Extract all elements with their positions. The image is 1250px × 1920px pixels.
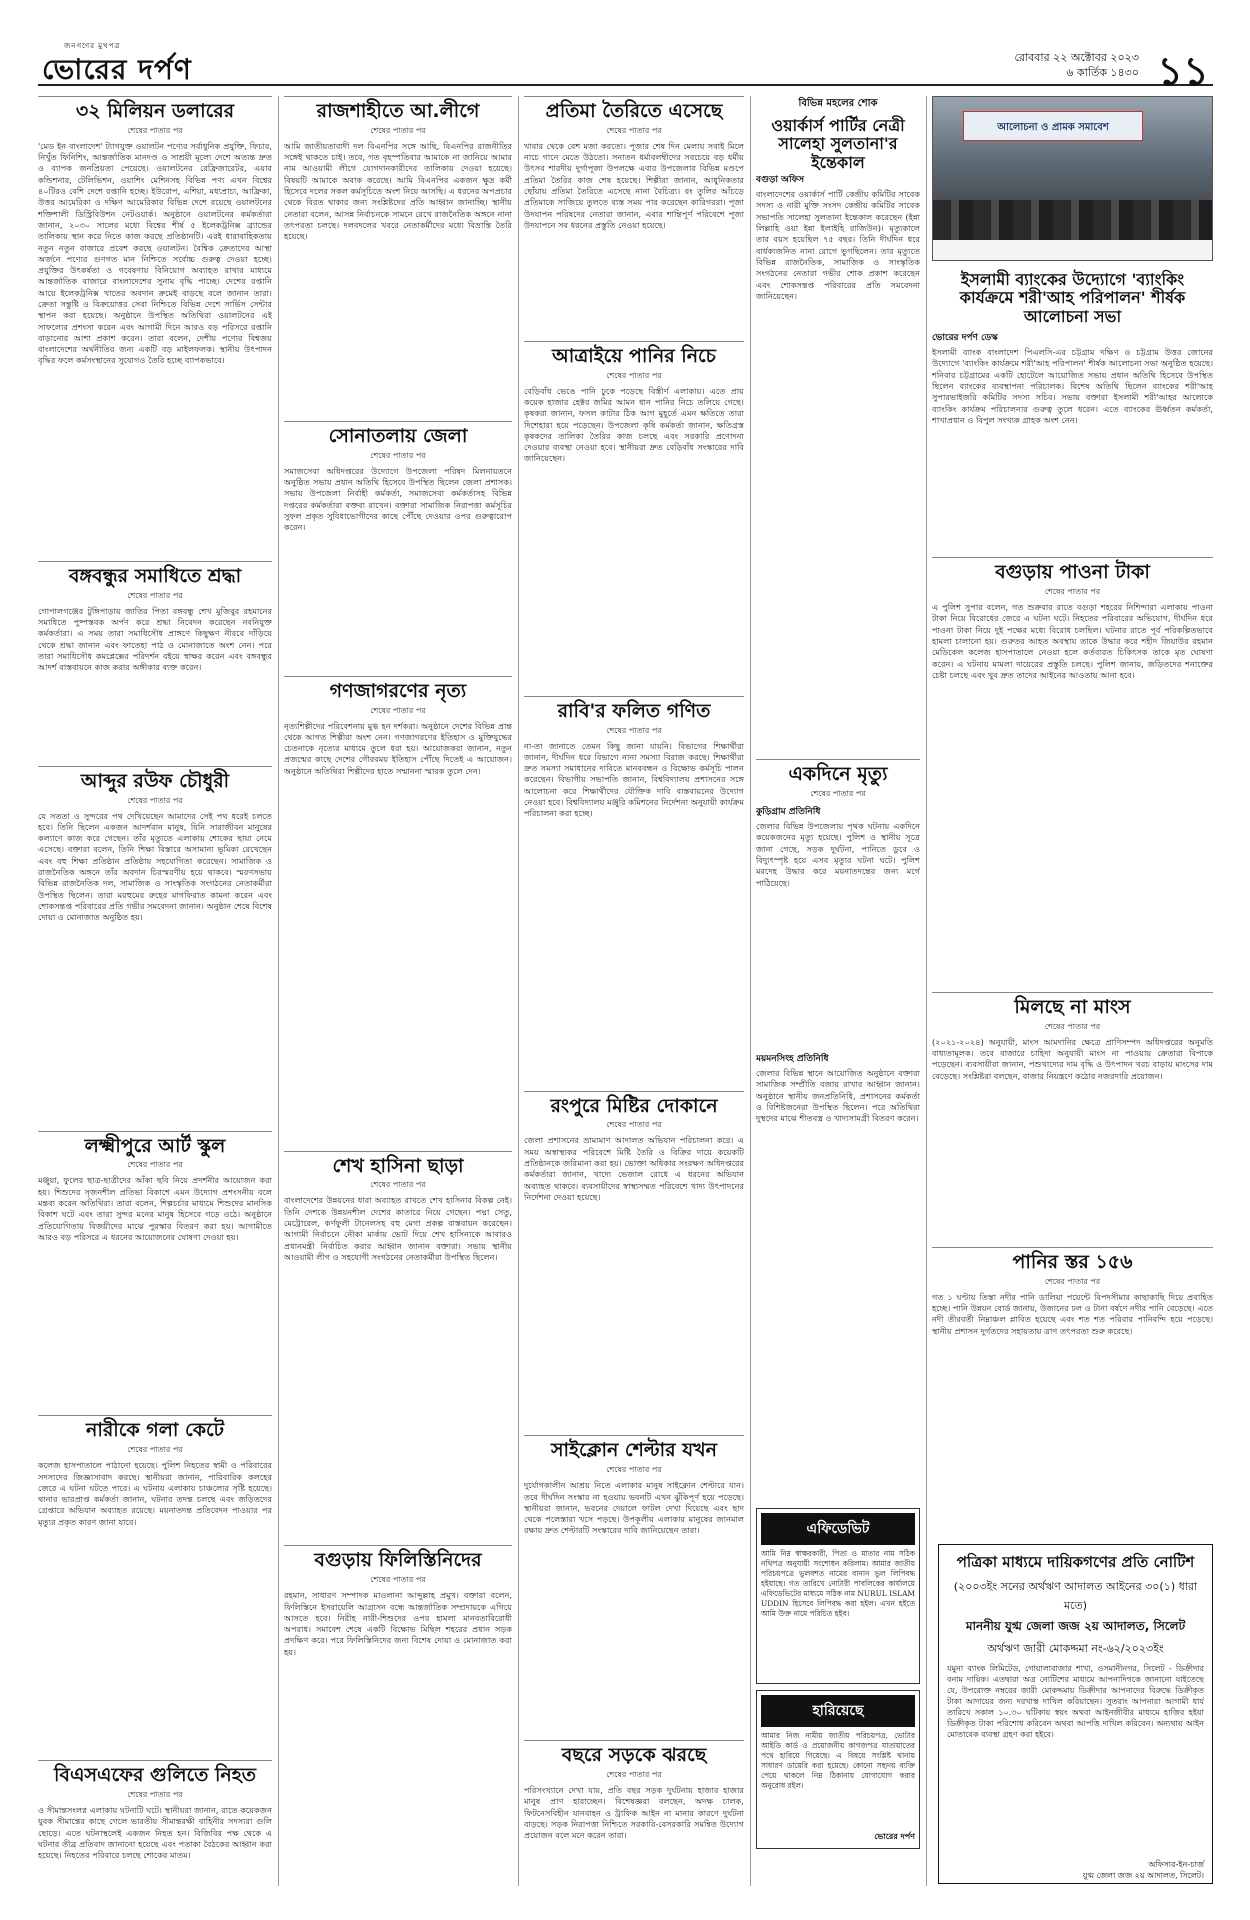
story-body: জেলা প্রশাসনের ভ্রাম্যমাণ আদালত অভিযান পরিচালনা করে। এ সময় অস্বাস্থ্যকর পরিবেশে মিষ্টি তৈরি ও বিক্রির দায়ে কয়েকটি প্রতিষ্ঠানকে জরিমানা করা হয়। ভোক্তা অধিকার সংরক্ষণ অধিদপ্তরের কর্মকর্তারা জানান, খাদ্যে ভেজাল রোধে এ ধরনের অভিযান অব্যাহত থাকবে। ব্যবসায়ীদের স্বাস্থ্যসম্মত পরিবেশে খাদ্য উৎপাদনের নির্দেশনা দেওয়া হয়েছে। [524, 1135, 744, 1202]
jump-label: শেষের পাতার পর [127, 590, 183, 600]
story-body: গত ১ ঘণ্টায় তিস্তা নদীর পানি ডালিয়া পয়েন্টে বিপদসীমার কাছাকাছি দিয়ে প্রবাহিত হচ্ছে। পানি উন্নয়ন বোর্ড জানায়, উজানের ঢল ও টানা বর্ষণে নদীর পানি বেড়েছে। এতে নদী তীরবর্তী নিম্নাঞ্চল প্লাবিত হয়েছে এবং শত শত পরিবার পানিবন্দি হয়ে পড়েছে। স্থানীয় প্রশাসন দুর্গতদের সহায়তায় ত্রাণ তৎপরতা শুরু করেছে। [932, 1291, 1213, 1336]
story-byline: ভোরের দর্পণ ডেস্ক [932, 333, 998, 344]
affidavit-title: এফিডেভিট [761, 1513, 915, 1545]
story-headline[interactable]: শেখ হাসিনা ছাড়া [284, 1151, 512, 1178]
story-ru-math[interactable] [524, 696, 744, 1081]
jump-label: শেষের পাতার পর [127, 1790, 183, 1800]
story-headline[interactable]: ৩২ মিলিয়ন ডলারের [38, 96, 272, 123]
jump-label: শেষের পাতার পর [810, 789, 866, 799]
story-road-deaths[interactable] [524, 1740, 744, 1886]
story-headline[interactable]: রাবি'র ফলিত গণিত [524, 696, 744, 723]
story-body: কলেজ হাসপাতালে পাঠানো হয়েছে। পুলিশ নিহতের স্বামী ও পরিবারের সদস্যদের জিজ্ঞাসাবাদ করছে। স্থানীয়রা জানান, পারিবারিক কলহের জেরে এ ঘটনা ঘটতে পারে। এ ঘটনায় এলাকায় চাঞ্চল্যের সৃষ্টি হয়েছে। থানার ভারপ্রাপ্ত কর্মকর্তা জানান, ঘটনার তদন্ত চলছে এবং জড়িতদের গ্রেপ্তারে অভিযান অব্যাহত রয়েছে। ময়নাতদন্ত প্রতিবেদন পাওয়ার পর মৃত্যুর প্রকৃত কারণ জানা যাবে। [38, 1460, 272, 1527]
affidavit-body: আমি নিম্ন স্বাক্ষরকারী, পিতা ও মাতার নাম সঠিক নথিপত্র অনুযায়ী সংশোধন করিলাম। আমার জাতীয় পরিচয়পত্রে ভুলবশত নামের বানান ভুল লিপিবদ্ধ হইয়াছে। গত তারিখে নোটারী পাবলিকের কার্যালয়ে এফিডেভিটের মাধ্যমে সঠিক নাম NURUL ISLAM UDDIN হিসেবে লিপিবদ্ধ করা হইল। এখন হইতে আমি উক্ত নামে পরিচিত হইব। [761, 1549, 915, 1619]
story-body: এ পুলিশ সুপার বলেন, গত শুক্রবার রাতে বগুড়া শহরের নিশিন্দারা এলাকায় পাওনা টাকা নিয়ে বিরোধের জেরে এ ঘটনা ঘটে। নিহতের পরিবারের অভিযোগ, দীর্ঘদিন ধরে পাওনা টাকা নিয়ে দুই পক্ষের মধ্যে বিরোধ চলছিল। ঘটনার রাতে পূর্ব পরিকল্পিতভাবে হামলা চালানো হয়। গুরুতর আহত অবস্থায় তাকে উদ্ধার করে শহীদ জিয়াউর রহমান মেডিকেল কলেজ হাসপাতালে নেওয়া হলে কর্তব্যরত চিকিৎসক তাকে মৃত ঘোষণা করেন। এ ঘটনায় মামলা দায়েরের প্রস্তুতি চলছে। পুলিশ জানায়, জড়িতদের শনাক্তের চেষ্টা চলছে এবং খুব দ্রুত তাদের আইনের আওতায় আনা হবে। [932, 602, 1213, 680]
story-bsf-firing[interactable] [38, 1760, 272, 1886]
story-headline[interactable]: ইসলামী ব্যাংকের উদ্যোগে 'ব্যাংকিং কার্যক্রমে শরী'আহ পরিপালন' শীর্ষক আলোচনা সভা [959, 270, 1186, 326]
story-headline[interactable]: গণজাগরণের নৃত্য [284, 676, 512, 703]
story-body: ও সীমান্তসংলগ্ন এলাকায় ঘটনাটি ঘটে। স্থানীয়রা জানান, রাতে কয়েকজন যুবক সীমান্তের কাছে গেলে ভারতীয় সীমান্তরক্ষী বাহিনীর সদস্যরা গুলি ছোড়ে। এতে ঘটনাস্থলেই একজন নিহত হন। বিজিবির পক্ষ থেকে এ ঘটনার তীব্র প্রতিবাদ জানানো হয়েছে এবং পতাকা বৈঠকের আহ্বান করা হয়েছে। নিহতের পরিবারে চলছে শোকের মাতম। [38, 1805, 272, 1861]
story-islami-bank[interactable] [932, 267, 1213, 547]
story-body: রহমান, সাধারণ সম্পাদক মাওলানা আব্দুল্লাহ প্রমুখ। বক্তারা বলেন, ফিলিস্তিনে ইসরায়েলি আগ্রাসন বন্ধে আন্তর্জাতিক সম্প্রদায়কে এগিয়ে আসতে হবে। নিরীহ নারী-শিশুদের ওপর হামলা মানবতাবিরোধী অপরাধ। সমাবেশ শেষে একটি বিক্ষোভ মিছিল শহরের প্রধান সড়ক প্রদক্ষিণ করে। পরে ফিলিস্তিনিদের জন্য বিশেষ দোয়া ও মোনাজাত করা হয়। [284, 1590, 512, 1657]
story-headline[interactable]: বঙ্গবন্ধুর সমাধিতে শ্রদ্ধা [38, 561, 272, 588]
story-headline[interactable]: নারীকে গলা কেটে [38, 1415, 272, 1442]
jump-label: শেষের পাতার পর [127, 1445, 183, 1455]
story-water-level[interactable] [932, 1247, 1213, 1492]
date-bengali: ৬ কার্তিক ১৪৩০ [1066, 66, 1139, 79]
story-body: নৃত্যশিল্পীদের পরিবেশনায় মুগ্ধ হন দর্শকরা। অনুষ্ঠানে দেশের বিভিন্ন প্রান্ত থেকে আগত শিল্পীরা অংশ নেন। গণজাগরণের ইতিহাস ও মুক্তিযুদ্ধের চেতনাকে নৃত্যের মাধ্যমে তুলে ধরা হয়। আয়োজকরা জানান, নতুন প্রজন্মের কাছে দেশের গৌরবময় ইতিহাস পৌঁছে দিতেই এ আয়োজন। অনুষ্ঠানে অতিথিরা শিল্পীদের হাতে সম্মাননা স্মারক তুলে দেন। [284, 720, 512, 776]
column-rule [518, 96, 519, 1886]
story-mymensingh[interactable] [756, 1051, 920, 1498]
story-body: 'মেড ইন বাংলাদেশ' ট্যাগযুক্ত ওয়ালটন পণ্যের সর্বাধুনিক প্রযুক্তি, ফিচার, নিখুঁত ফিনিশিং, আন্তর্জাতিক মানদণ্ড ও সাশ্রয়ী মূল্যে দেশে অত্যন্ত দ্রুত ও ব্যাপক জনপ্রিয়তা পেয়েছে। ওয়ালটনের রেফ্রিজারেটর, এয়ার কন্ডিশনার, টেলিভিশন, ওয়াশিং মেশিনসহ বিভিন্ন পণ্য এখন বিশ্বের ৪০টিরও বেশি দেশে রপ্তানি হচ্ছে। ইউরোপ, এশিয়া, মধ্যপ্রাচ্য, আফ্রিকা, উত্তর আমেরিকা ও দক্ষিণ আমেরিকার বিভিন্ন দেশে রয়েছে ওয়ালটনের শক্তিশালী ডিস্ট্রিবিউশন নেটওয়ার্ক। অনুষ্ঠানে ওয়ালটনের কর্মকর্তারা জানান, ২০৩০ সালের মধ্যে বিশ্বের শীর্ষ ৫ ইলেকট্রনিক্স ব্র্যান্ডের তালিকায় স্থান করে নিতে কাজ করছে প্রতিষ্ঠানটি। এরই ধারাবাহিকতায় নতুন নতুন বাজারে প্রবেশ করছে ওয়ালটন। বৈশ্বিক ক্রেতাদের আস্থা অর্জনে পণ্যের গুণগত মান নিশ্চিতে সর্বোচ্চ গুরুত্ব দেওয়া হচ্ছে। প্রযুক্তির উৎকর্ষতা ও গবেষণায় বিনিয়োগ অব্যাহত রাখার মাধ্যমে আন্তর্জাতিক বাজারে বাংলাদেশের সুনাম বৃদ্ধি পাচ্ছে। দেশের রপ্তানি আয়ে ইলেকট্রনিক্স খাতের অবদান ক্রমেই বাড়ছে বলে জানান তারা। ক্রেতা সন্তুষ্টি ও বিক্রয়োত্তর সেবা নিশ্চিতে বিভিন্ন দেশে সার্ভিস সেন্টার স্থাপন করা হয়েছে। অনুষ্ঠানে উপস্থিত অতিথিরা ওয়ালটনের এই সাফল্যের প্রশংসা করেন এবং আগামী দিনে আরও বড় পরিসরে রপ্তানি বাড়ানোর আশা প্রকাশ করেন। তারা বলেন, দেশীয় পণ্যের বিশ্বজয় বাংলাদেশের অর্থনীতির জন্য একটি বড় মাইলফলক। স্থানীয় উৎপাদন বৃদ্ধির ফলে কর্মসংস্থানের সুযোগও তৈরি হচ্ছে ব্যাপকভাবে। [38, 140, 272, 366]
jump-label: শেষের পাতার পর [606, 1465, 662, 1475]
story-body: (২০২১-২০২৪) অনুযায়ী, মাংস আমদানির ক্ষেত্রে প্রাণিসম্পদ অধিদপ্তরের অনুমতি বাধ্যতামূলক। তবে বাজারে চাহিদা অনুযায়ী মাংস না পাওয়ায় ক্রেতারা বিপাকে পড়েছেন। ব্যবসায়ীরা জানান, পশুখাদ্যের দাম বৃদ্ধি ও উৎপাদন খরচ বাড়ায় মাংসের দাম বেড়েছে। সংশ্লিষ্টরা বলছেন, বাজার নিয়ন্ত্রণে কঠোর নজরদারি প্রয়োজন। [932, 1036, 1213, 1081]
notice-case-number: অর্থঋণ জারী মোকদ্দমা নং-৬২/২০২৩ইং [987, 1642, 1164, 1655]
jump-label: শেষের পাতার পর [1044, 1276, 1101, 1286]
story-headline[interactable]: সাইক্লোন শেল্টার যখন [524, 1435, 744, 1462]
story-headline[interactable]: রংপুরে মিষ্টির দোকানে [524, 1091, 744, 1118]
photo-banner: আলোচনা ও প্রামক সমাবেশ [963, 111, 1143, 141]
jump-label: শেষের পাতার পর [370, 450, 426, 460]
story-body: বেড়িবাঁধ ভেঙে পানি ঢুকে পড়েছে বিস্তীর্ণ এলাকায়। এতে প্রায় কয়েক হাজার হেক্টর জমির আমন ধান পানির নিচে তলিয়ে গেছে। কৃষকরা জানান, ফসল কাটার ঠিক আগ মুহূর্তে এমন ক্ষতিতে তারা দিশেহারা হয়ে পড়েছেন। উপজেলা কৃষি কর্মকর্তা জানান, ক্ষতিগ্রস্ত কৃষকদের তালিকা তৈরির কাজ চলছে এবং সরকারি প্রণোদনা দেওয়ার ব্যবস্থা নেওয়া হবে। স্থানীয়রা দ্রুত বেড়িবাঁধ সংস্কারের দাবি জানিয়েছেন। [524, 385, 744, 464]
jump-label: শেষের পাতার পর [127, 125, 183, 135]
column-2 [284, 96, 512, 1886]
column-rule [926, 96, 927, 1886]
jump-label: শেষের পাতার পর [370, 705, 426, 715]
story-body: জেলার বিভিন্ন উপজেলায় পৃথক ঘটনায় একদিনে কয়েকজনের মৃত্যু হয়েছে। পুলিশ ও স্থানীয় সূত্রে জানা গেছে, সড়ক দুর্ঘটনা, পানিতে ডুবে ও বিদ্যুৎস্পৃষ্ট হয়ে এসব মৃত্যুর ঘটনা ঘটে। পুলিশ মরদেহ উদ্ধার করে ময়নাতদন্তের জন্য মর্গে পাঠিয়েছে। [756, 821, 920, 888]
newspaper-page [38, 44, 1213, 1884]
story-headline[interactable]: আত্রাইয়ে পানির নিচে [524, 341, 744, 368]
story-body: গোপালগঞ্জের টুঙ্গিপাড়ায় জাতির পিতা বঙ্গবন্ধু শেখ মুজিবুর রহমানের সমাধিতে পুষ্পস্তবক অর্পণ করে শ্রদ্ধা নিবেদন করেছেন নবনিযুক্ত কর্মকর্তারা। এ সময় তারা সমাধিসৌধ প্রাঙ্গণে কিছুক্ষণ নীরবে দাঁড়িয়ে থেকে শ্রদ্ধা জানান এবং ফাতেহা পাঠ ও মোনাজাতে অংশ নেন। পরে তারা সমাধিসৌধ কমপ্লেক্সের পরিদর্শন বইয়ে স্বাক্ষর করেন এবং বঙ্গবন্ধুর আদর্শ বাস্তবায়নে কাজ করার অঙ্গীকার ব্যক্ত করেন। [38, 605, 272, 673]
story-body: সমাজসেবা অধিদপ্তরের উদ্যোগে উপজেলা পরিষদ মিলনায়তনে অনুষ্ঠিত সভায় প্রধান অতিথি হিসেবে উপস্থিত ছিলেন জেলা প্রশাসক। সভায় উপজেলা নির্বাহী কর্মকর্তা, সমাজসেবা কর্মকর্তাসহ বিভিন্ন দপ্তরের কর্মকর্তারা বক্তব্য রাখেন। বক্তারা সামাজিক নিরাপত্তা কর্মসূচির সুফল প্রকৃত সুবিধাভোগীদের কাছে পৌঁছে দেওয়ার ওপর গুরুত্বারোপ করেন। [284, 465, 512, 533]
story-headline[interactable]: ওয়ার্কার্স পার্টির নেত্রী সালেহা সুলতানা'র ইন্তেকাল [771, 116, 905, 172]
court-notice[interactable] [938, 1544, 1213, 1884]
story-body: পরিসংখ্যানে দেখা যায়, প্রতি বছর সড়ক দুর্ঘটনায় হাজার হাজার মানুষ প্রাণ হারাচ্ছেন। বিশেষজ্ঞরা বলছেন, অদক্ষ চালক, ফিটনেসবিহীন যানবাহন ও ট্রাফিক আইন না মানার কারণে দুর্ঘটনা বাড়ছে। সড়ক নিরাপত্তা নিশ্চিতে সরকারি-বেসরকারি সমন্বিত উদ্যোগ প্রয়োজন বলে মনে করেন তারা। [524, 1785, 744, 1841]
story-throat-cut[interactable] [38, 1415, 272, 1750]
story-headline[interactable]: পানির স্তর ১৫৬ [932, 1247, 1213, 1274]
story-cyclone-shelter[interactable] [524, 1435, 744, 1730]
jump-label: শেষের পাতার পর [370, 1575, 426, 1585]
story-body: যে সততা ও সুন্দরের পথ দেখিয়েছেন আমাদের সেই পথ ধরেই চলতে হবে। তিনি ছিলেন একজন আদর্শবান মানুষ, যিনি সারাজীবন মানুষের কল্যাণে কাজ করে গেছেন। তাঁর মৃত্যুতে এলাকায় শোকের ছায়া নেমে এসেছে। বক্তারা বলেন, তিনি শিক্ষা বিস্তারে অসামান্য ভূমিকা রেখেছেন এবং বহু শিক্ষা প্রতিষ্ঠান প্রতিষ্ঠায় সহযোগিতা করেছেন। সামাজিক ও রাজনৈতিক অঙ্গনে তাঁর অবদান চিরস্মরণীয় হয়ে থাকবে। স্মরণসভায় বিভিন্ন রাজনৈতিক দল, সামাজিক ও সাংস্কৃতিক সংগঠনের নেতাকর্মীরা উপস্থিত ছিলেন। তারা মরহুমের রুহের মাগফিরাত কামনা করেন এবং শোকসন্তপ্ত পরিবারের প্রতি গভীর সমবেদনা জানান। অনুষ্ঠান শেষে বিশেষ দোয়া ও মোনাজাত অনুষ্ঠিত হয়। [38, 810, 272, 923]
story-idol-making[interactable] [524, 96, 744, 331]
story-sheikh-hasina[interactable] [284, 1151, 512, 1536]
story-headline[interactable]: বছরে সড়কে ঝরছে [524, 1740, 744, 1767]
story-headline[interactable]: আব্দুর রউফ চৌধুরী [38, 766, 272, 793]
story-headline[interactable]: একদিনে মৃত্যু [756, 759, 920, 786]
story-byline: ময়মনসিংহ প্রতিনিধি [756, 1054, 829, 1065]
jump-label: শেষের পাতার পর [370, 125, 426, 135]
story-meat-shortage[interactable] [932, 992, 1213, 1237]
story-byline: কুড়িগ্রাম প্রতিনিধি [756, 807, 821, 818]
story-abdur-rouf[interactable] [38, 766, 272, 1121]
column-rule [278, 96, 279, 1886]
story-sonatola[interactable] [284, 421, 512, 666]
logo-text: ভোরের দর্পণ [42, 53, 192, 86]
date-gregorian: রোববার ২২ অক্টোবর ২০২৩ [1014, 51, 1139, 64]
story-body: দুর্যোগকালীন আশ্রয় নিতে এলাকার মানুষ সাইক্লোন শেল্টারে যান। তবে দীর্ঘদিন সংস্কার না হওয়ায় ভবনটি এখন ঝুঁকিপূর্ণ হয়ে পড়েছে। স্থানীয়রা জানান, ভবনের দেয়ালে ফাটল দেখা দিয়েছে এবং ছাদ থেকে পলেস্তারা খসে পড়ছে। উপকূলীয় এলাকার মানুষের জানমাল রক্ষায় দ্রুত শেল্টারটি সংস্কারের দাবি জানিয়েছেন তারা। [524, 1480, 744, 1536]
jump-label: শেষের পাতার পর [606, 1120, 662, 1130]
jump-label: শেষের পাতার পর [606, 125, 662, 135]
notice-subtitle: (২০০৩ইং সনের অর্থঋণ আদালত আইনের ৩০(১) ধারা মতে) [953, 1580, 1198, 1612]
jump-label: শেষের পাতার পর [127, 1160, 183, 1170]
jump-label: শেষের পাতার পর [606, 725, 662, 735]
lost-tagline: ভোরের দর্পণ [874, 1832, 915, 1842]
notice-signature: অফিসার-ইন-চার্জ যুগ্ম জেলা জজ ২য় আদালত, সিলেট। [1082, 1860, 1204, 1880]
story-atrai-flood[interactable] [524, 341, 744, 686]
story-bogura-debt[interactable] [932, 557, 1213, 982]
story-byline: বগুড়া অফিস [756, 175, 805, 186]
affidavit-ad[interactable] [756, 1508, 920, 1684]
masthead [38, 42, 1213, 95]
story-body: জেলার বিভিন্ন স্থানে আয়োজিত অনুষ্ঠানে বক্তারা সামাজিক সম্প্রীতি বজায় রাখার আহ্বান জানান। অনুষ্ঠানে স্থানীয় জনপ্রতিনিধি, প্রশাসনের কর্মকর্তা ও বিশিষ্টজনেরা উপস্থিত ছিলেন। পরে অতিথিরা দুস্থদের মাঝে শীতবস্ত্র ও খাদ্যসামগ্রী বিতরণ করেন। [756, 1068, 920, 1124]
jump-label: শেষের পাতার পর [606, 370, 662, 380]
notice-title: পত্রিকা মাধ্যমে দায়িকগণের প্রতি নোটিশ [956, 1553, 1195, 1571]
column-4 [756, 96, 920, 1886]
jump-label: শেষের পাতার পর [1044, 1021, 1101, 1031]
story-body: বাংলাদেশের উন্নয়নের ধারা অব্যাহত রাখতে শেখ হাসিনার বিকল্প নেই। তিনি দেশকে উন্নয়নশীল দেশের কাতারে নিয়ে গেছেন। পদ্মা সেতু, মেট্রোরেল, কর্ণফুলী টানেলসহ বহু মেগা প্রকল্প বাস্তবায়ন করেছেন। আগামী নির্বাচনে নৌকা মার্কায় ভোট দিয়ে শেখ হাসিনাকে আবারও প্রধানমন্ত্রী নির্বাচিত করার আহ্বান জানান বক্তারা। সভায় স্থানীয় আওয়ামী লীগ ও সহযোগী সংগঠনের নেতাকর্মীরা উপস্থিত ছিলেন। [284, 1195, 512, 1262]
story-body: খাবার থেকে বেশ মজা করতো। পূজার শেষ দিন মেলায় সবাই মিলে নাচে গানে মেতে উঠতো। সনাতন ধর্মাবলম্বীদের সবচেয়ে বড় ধর্মীয় উৎসব শারদীয় দুর্গাপূজা উপলক্ষে এবার উপজেলার বিভিন্ন মণ্ডপে প্রতিমা তৈরির কাজ শেষ হয়েছে। শিল্পীরা জানান, আধুনিকতার ছোঁয়ায় প্রতিমা তৈরিতে এসেছে নানা বৈচিত্র্য। রং তুলির আঁচড়ে প্রতিমাকে সাজিয়ে তুলতে ব্যস্ত সময় পার করেছেন কারিগররা। পূজা উদযাপন পরিষদের নেতারা জানান, এবার শান্তিপূর্ণ পরিবেশে পূজা উদযাপনে সব ধরনের প্রস্তুতি নেওয়া হয়েছে। [524, 140, 744, 230]
logo-tagline: জনগণের মুখপত্র [64, 42, 121, 50]
story-headline[interactable]: লক্ষ্মীপুরে আর্ট স্কুল [38, 1131, 272, 1158]
story-one-day-deaths[interactable] [756, 759, 920, 1041]
story-headline[interactable]: বগুড়ায় ফিলিস্তিনিদের [284, 1545, 512, 1572]
page-number: ১১ [1157, 49, 1209, 95]
story-rajshahi-al[interactable] [284, 96, 512, 411]
story-headline[interactable]: মিলছে না মাংস [932, 992, 1213, 1019]
story-rangpur-sweets[interactable] [524, 1091, 744, 1426]
story-headline[interactable]: প্রতিমা তৈরিতে এসেছে [524, 96, 744, 123]
story-body: না-তা জানাতে তেমন কিছু জানা যায়নি। বিভাগের শিক্ষার্থীরা জানান, দীর্ঘদিন ধরে বিভাগে নানা সমস্যা বিরাজ করছে। শিক্ষার্থীরা দ্রুত সমস্যা সমাধানের দাবিতে মানববন্ধন ও বিক্ষোভ কর্মসূচি পালন করেছেন। বিভাগীয় সভাপতি জানান, বিশ্ববিদ্যালয় প্রশাসনের সঙ্গে আলোচনা করে শিক্ষার্থীদের যৌক্তিক দাবি বাস্তবায়নের উদ্যোগ নেওয়া হবে। বিশ্ববিদ্যালয় মঞ্জুরি কমিশনের নির্দেশনা অনুযায়ী কার্যক্রম পরিচালনা করা হচ্ছে। [524, 740, 744, 819]
notice-body: যমুনা ব্যাংক লিমিটেড, গোয়ালাবাজার শাখা, ওসমানীনগর, সিলেট - ডিক্রীদার বনাম দায়িক। এতদ্বারা অত্র নোটিশের মাধ্যমে আপনাদিগকে জানানো যাইতেছে যে, উপরোক্ত নম্বরের জারী মোকদ্দমায় ডিক্রীদার আপনাদের বিরুদ্ধে ডিক্রীকৃত টাকা আদায়ের জন্য দরখাস্ত দাখিল করিয়াছেন। সুতরাং আপনারা আগামী ধার্য তারিখে সকাল ১০.৩০ ঘটিকায় স্বয়ং অথবা আইনজীবীর মাধ্যমে হাজির হইয়া ডিক্রীকৃত টাকা পরিশোধ করিবেন অথবা আপত্তি দাখিল করিবেন। অন্যথায় আইন মোতাবেক ব্যবস্থা গ্রহণ করা হইবে। [947, 1664, 1204, 1739]
notice-court: মাননীয় যুগ্ম জেলা জজ ২য় আদালত, সিলেট [965, 1619, 1186, 1633]
story-body: মঞ্জুয়া, ফুলের ছাত্র-ছাত্রীদের আঁকা ছবি নিয়ে প্রদর্শনীর আয়োজন করা হয়। শিশুদের সৃজনশীল প্রতিভা বিকাশে এমন উদ্যোগ প্রশংসনীয় বলে মন্তব্য করেন অতিথিরা। তারা বলেন, শিল্পচর্চার মাধ্যমে শিশুদের মানসিক বিকাশ ঘটে এবং তারা সুন্দর মনের মানুষ হিসেবে গড়ে ওঠে। অনুষ্ঠানে প্রতিযোগিতায় বিজয়ীদের মাঝে পুরস্কার বিতরণ করা হয়। আগামীতে আরও বড় পরিসরে এ ধরনের আয়োজনের ঘোষণা দেওয়া হয়। [38, 1175, 272, 1242]
jump-label: শেষের পাতার পর [127, 795, 183, 805]
story-kicker: বিভিন্ন মহলের শোক [798, 98, 878, 109]
column-1 [38, 96, 272, 1886]
story-body: আমি জাতীয়তাবাদী দল বিএনপির সঙ্গে আছি, বিএনপির রাজনীতির সঙ্গেই থাকতে চাই। তবে, গত বৃহস্পতিবার আমাকে না জানিয়ে আমার নাম আওয়ামী লীগে যোগদানকারীদের তালিকায় দেওয়া হয়েছে। বিষয়টি আমাকে অবাক করেছে। আমি বিএনপির একজন ক্ষুদ্র কর্মী হিসেবে দলের সকল কর্মসূচিতে অংশ নিয়ে আসছি। এ ধরনের অপপ্রচার থেকে বিরত থাকার জন্য সংশ্লিষ্টদের প্রতি আহ্বান জানাচ্ছি। স্থানীয় নেতারা বলেন, আসন্ন নির্বাচনকে সামনে রেখে রাজনৈতিক অঙ্গনে নানা তৎপরতা চলছে। দলবদলের খবরে নেতাকর্মীদের মধ্যে বিভ্রান্তি তৈরি হয়েছে। [284, 140, 512, 242]
date-block [1014, 50, 1139, 80]
story-body: ইসলামী ব্যাংক বাংলাদেশ পিএলসি-এর চট্টগ্রাম দক্ষিণ ও চট্টগ্রাম উত্তর জোনের উদ্যোগে 'ব্যাংকিং কার্যক্রমে শরী'আহ পরিপালন' শীর্ষক আলোচনা সভা অনুষ্ঠিত হয়েছে। শনিবার চট্টগ্রামের একটি হোটেলে আয়োজিত সভায় প্রধান অতিথি হিসেবে উপস্থিত ছিলেন ব্যাংকের ব্যবস্থাপনা পরিচালক। বিশেষ অতিথি ছিলেন ব্যাংকের শরী'আহ সুপারভাইজরি কমিটির সদস্য সচিব। সভায় বক্তারা ইসলামী শরী'আহর আলোকে ব্যাংকিং কার্যক্রম পরিচালনার গুরুত্ব তুলে ধরেন। এতে ব্যাংকের ঊর্ধ্বতন কর্মকর্তা, শাখাপ্রধান ও বিপুল সংখ্যক গ্রাহক অংশ নেন। [932, 347, 1213, 425]
photo-table [933, 240, 1212, 260]
story-headline[interactable]: বিএসএফের গুলিতে নিহত [38, 1760, 272, 1787]
column-rule [750, 96, 751, 1886]
jump-label: শেষের পাতার পর [606, 1770, 662, 1780]
column-3 [524, 96, 744, 1886]
lost-ad[interactable] [756, 1690, 920, 1849]
lost-body: আমার নিজ নামীয় জাতীয় পরিচয়পত্র, ভোটার আইডি কার্ড ও প্রয়োজনীয় কাগজপত্র যাতায়াতের পথে হারিয়ে গিয়েছে। এ বিষয়ে সংশ্লিষ্ট থানায় সাধারণ ডায়েরি করা হয়েছে। কোনো সহৃদয় ব্যক্তি পেয়ে থাকলে নিম্ন ঠিকানায় যোগাযোগ করার অনুরোধ রইল। [761, 1731, 915, 1791]
jump-label: শেষের পাতার পর [370, 1180, 426, 1190]
story-32-million[interactable] [38, 96, 272, 551]
news-photo[interactable] [932, 96, 1213, 261]
story-headline[interactable]: রাজশাহীতে আ.লীগে [284, 96, 512, 123]
story-headline[interactable]: বগুড়ায় পাওনা টাকা [932, 557, 1213, 584]
story-bangabandhu[interactable] [38, 561, 272, 756]
story-bogura-palestine[interactable] [284, 1545, 512, 1886]
lost-title: হারিয়েছে [761, 1695, 915, 1727]
jump-label: শেষের পাতার পর [1044, 587, 1101, 597]
story-saleha-sultana[interactable] [756, 96, 920, 749]
story-gonojagoron-dance[interactable] [284, 676, 512, 1141]
story-art-school[interactable] [38, 1131, 272, 1406]
story-headline[interactable]: সোনাতলায় জেলা [284, 421, 512, 448]
story-body: বাংলাদেশের ওয়ার্কার্স পার্টি কেন্দ্রীয় কমিটির সাবেক সদস্য ও নারী মুক্তি সংসদ কেন্দ্রীয় কমিটির সাবেক সভাপতি সালেহা সুলতানা ইন্তেকাল করেছেন (ইন্না লিল্লাহি ওয়া ইন্না ইলাইহি রাজিউন)। মৃত্যুকালে তার বয়স হয়েছিল ৭৫ বছর। তিনি দীর্ঘদিন ধরে বার্ধক্যজনিত নানা রোগে ভুগছিলেন। তার মৃত্যুতে বিভিন্ন রাজনৈতিক, সামাজিক ও সাংস্কৃতিক সংগঠনের নেতারা গভীর শোক প্রকাশ করেছেন এবং শোকসন্তপ্ত পরিবারের প্রতি সমবেদনা জানিয়েছেন। [756, 189, 920, 301]
newspaper-logo[interactable] [42, 42, 192, 95]
